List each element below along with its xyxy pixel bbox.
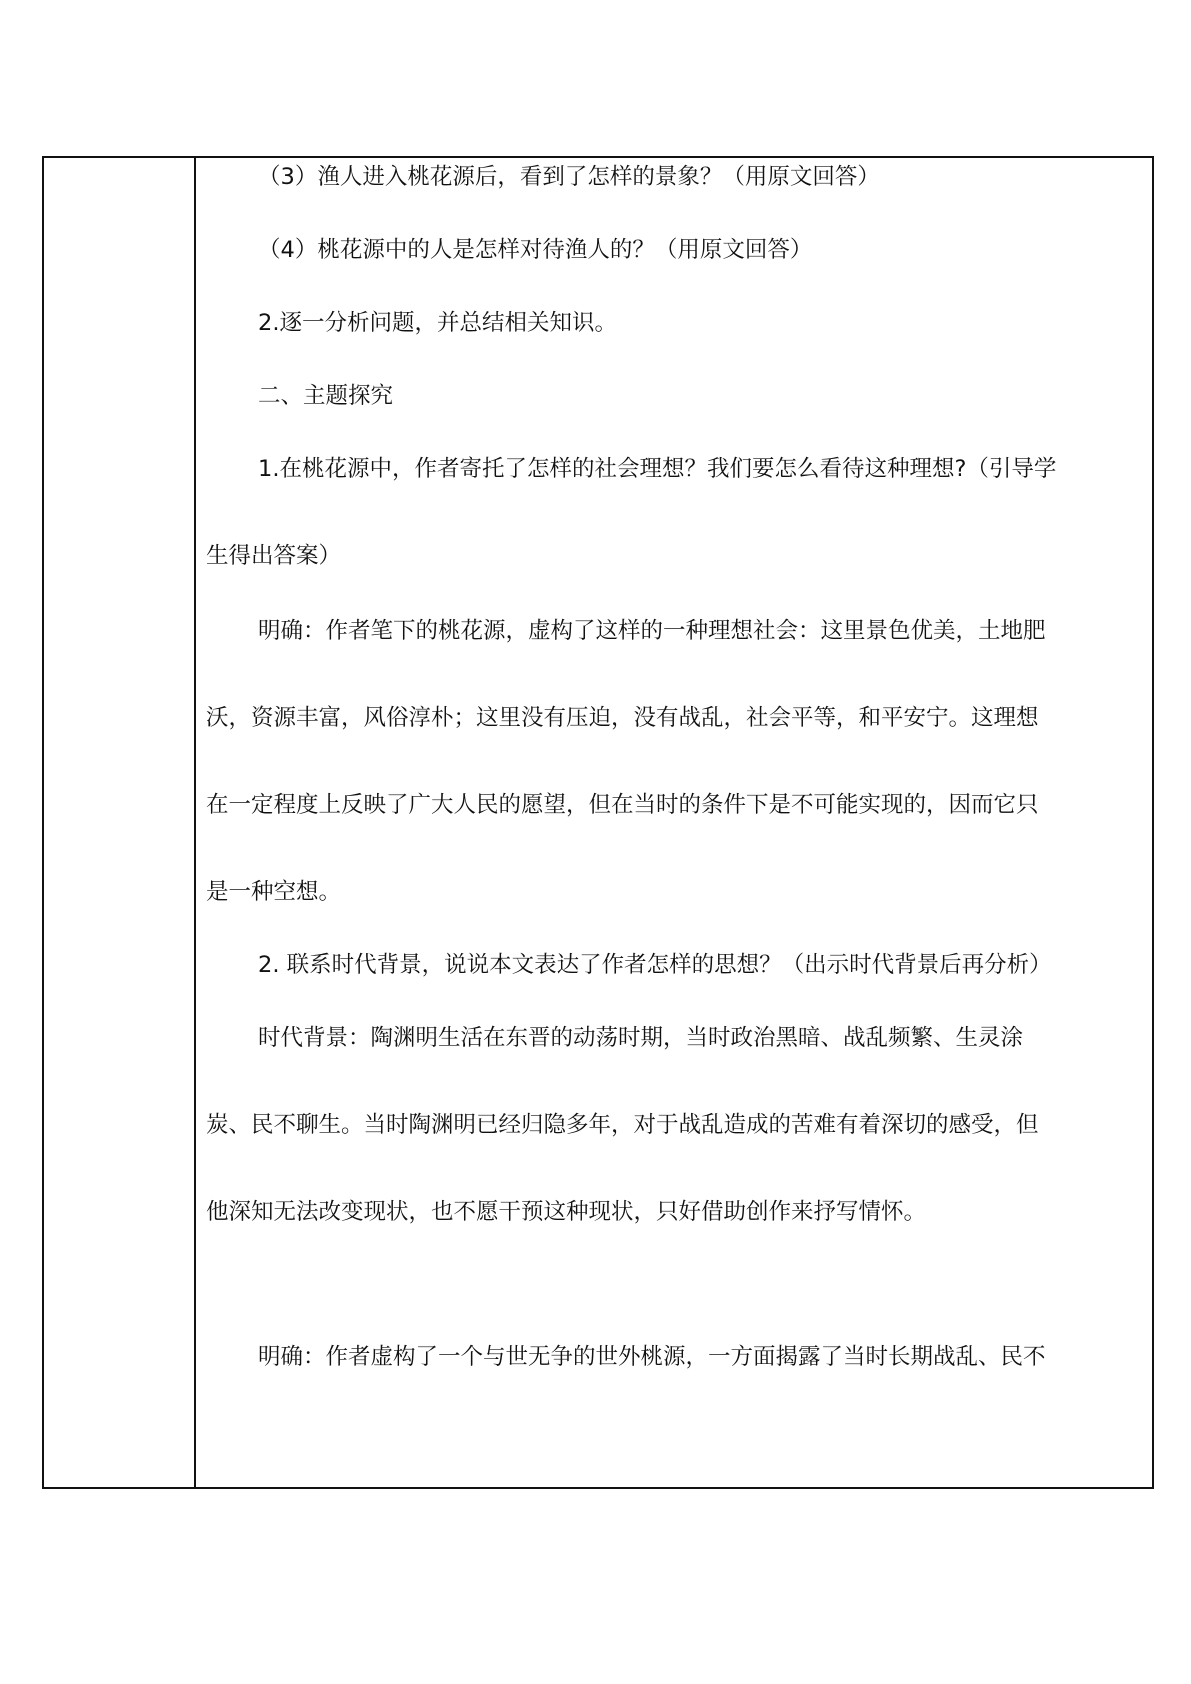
lesson-table (42, 156, 1154, 1489)
text-line: 炭、民不聊生。当时陶渊明已经归隐多年，对于战乱造成的苦难有着深切的感受，但 (206, 1112, 1039, 1138)
left-column-cell (44, 158, 196, 1487)
text-line: 1.在桃花源中，作者寄托了怎样的社会理想？我们要怎么看待这种理想?（引导学 (258, 456, 1057, 482)
text-line: 是一种空想。 (206, 879, 342, 905)
text-line: 2.逐一分析问题，并总结相关知识。 (258, 310, 617, 336)
text-line: 沃，资源丰富，风俗淳朴；这里没有压迫，没有战乱，社会平等，和平安宁。这理想 (206, 705, 1039, 731)
text-line: 生得出答案） (206, 543, 342, 569)
text-line: 明确：作者虚构了一个与世无争的世外桃源，一方面揭露了当时长期战乱、民不 (258, 1344, 1046, 1370)
section-heading: 二、主题探究 (258, 383, 394, 409)
text-line: 2. 联系时代背景，说说本文表达了作者怎样的思想？（出示时代背景后再分析） (258, 952, 1052, 978)
text-line: 时代背景：陶渊明生活在东晋的动荡时期，当时政治黑暗、战乱频繁、生灵涂 (258, 1025, 1024, 1051)
text-line: （3）渔人进入桃花源后，看到了怎样的景象？（用原文回答） (258, 164, 880, 190)
content-cell (196, 158, 1152, 1487)
text-line: 明确：作者笔下的桃花源，虚构了这样的一种理想社会：这里景色优美，土地肥 (258, 618, 1046, 644)
text-line: （4）桃花源中的人是怎样对待渔人的？（用原文回答） (258, 237, 813, 263)
text-line: 在一定程度上反映了广大人民的愿望，但在当时的条件下是不可能实现的，因而它只 (206, 792, 1039, 818)
text-line: 他深知无法改变现状，也不愿干预这种现状，只好借助创作来抒写情怀。 (206, 1199, 927, 1225)
